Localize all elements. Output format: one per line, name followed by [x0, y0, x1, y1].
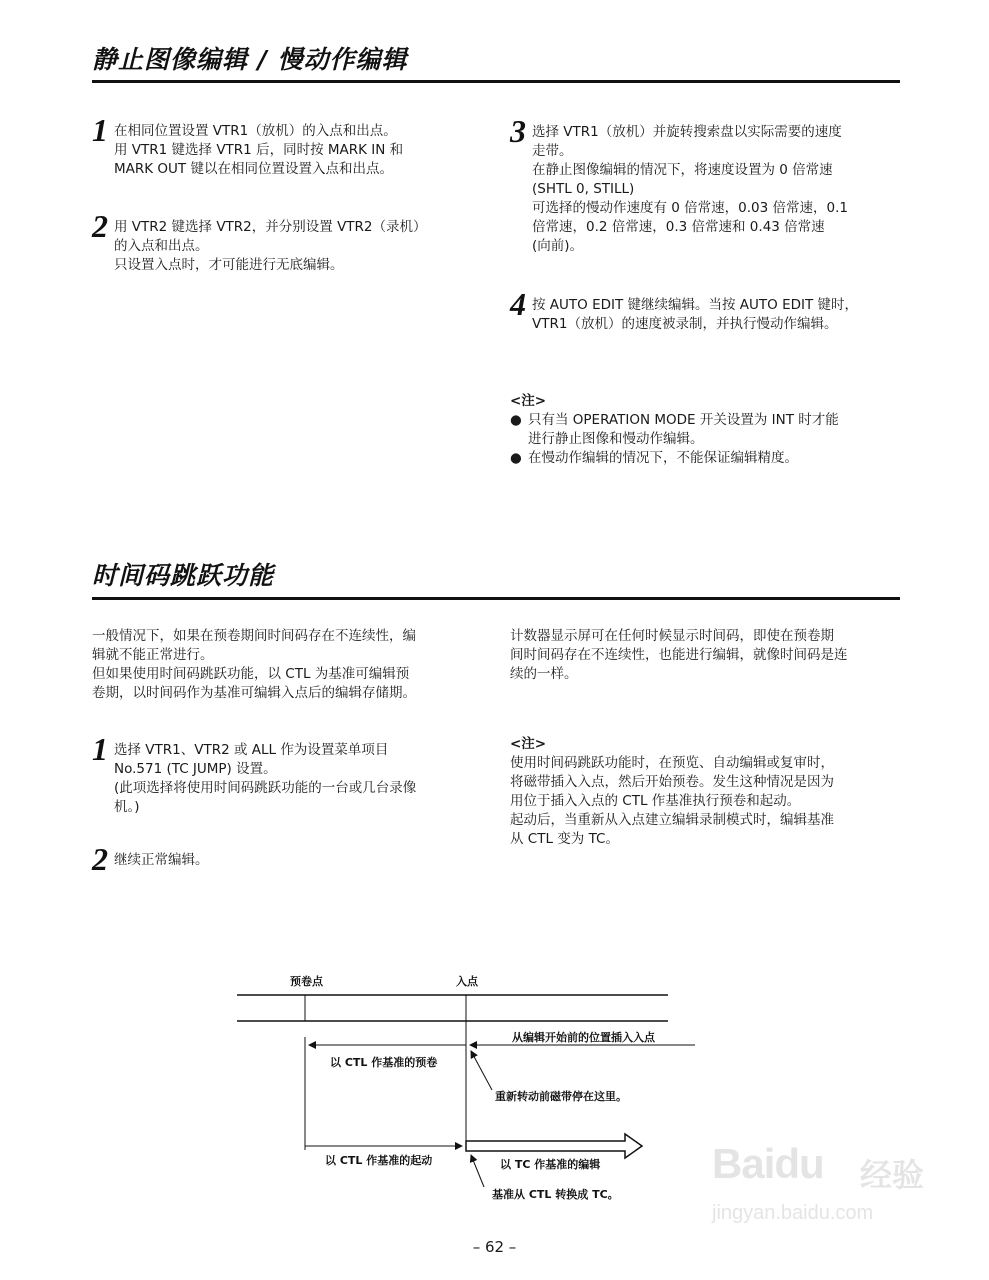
label-preroll-point: 预卷点 [290, 975, 323, 988]
note-heading: <注> [510, 736, 547, 752]
label-ctl-preroll: 以 CTL 作基准的预卷 [330, 1056, 438, 1069]
intro-left [92, 627, 482, 703]
section-title-tc-jump: 时间码跳跃功能 [92, 561, 275, 590]
tc-edit-arrow [466, 1134, 642, 1158]
watermark-url: jingyan.baidu.com [712, 1202, 874, 1224]
intro-line: 但如果使用时间码跳跃功能，以 CTL 为基准可编辑预 [92, 666, 410, 682]
intro-line: 续的一样。 [510, 666, 578, 682]
intro-line: 计数器显示屏可在任何时候显示时间码，即使在预卷期 [510, 628, 834, 644]
note-bullet [510, 449, 900, 468]
step-line: 倍常速，0.2 倍常速，0.3 倍常速和 0.43 倍常速 [532, 219, 825, 235]
step-line: 选择 VTR1（放机）并旋转搜索盘以实际需要的速度 [532, 124, 842, 140]
note-line: 只有当 OPERATION MODE 开关设置为 INT 时才能 [528, 412, 839, 428]
step-line: MARK OUT 键以在相同位置设置入点和出点。 [114, 161, 393, 177]
step-line: 用 VTR1 键选择 VTR1 后，同时按 MARK IN 和 [114, 142, 404, 158]
note-bullet [510, 411, 900, 449]
step-line: 机。) [114, 799, 140, 815]
step-number: 2 [92, 208, 108, 244]
step-line: 在静止图像编辑的情况下，将速度设置为 0 倍常速 [532, 162, 833, 178]
note-line: 起动后，当重新从入点建立编辑录制模式时，编辑基准 [510, 812, 834, 828]
tc-jump-timing-diagram [230, 965, 710, 1215]
step-line: No.571 (TC JUMP) 设置。 [114, 761, 277, 777]
baidu-watermark [712, 1140, 942, 1240]
step-line: 只设置入点时，才可能进行无底编辑。 [114, 257, 344, 273]
step-number: 1 [92, 112, 108, 148]
label-switch: 基准从 CTL 转换成 TC。 [492, 1188, 619, 1201]
intro-line: 间时间码存在不连续性，也能进行编辑，就像时间码是连 [510, 647, 848, 663]
step-line: 按 AUTO EDIT 键继续编辑。当按 AUTO EDIT 键时， [532, 297, 859, 313]
label-stop: 重新转动前磁带停在这里。 [495, 1090, 627, 1103]
note-block-1 [510, 392, 900, 468]
step-line: 选择 VTR1、VTR2 或 ALL 作为设置菜单项目 [114, 742, 389, 758]
note-block-2 [510, 735, 900, 849]
step-line: 用 VTR2 键选择 VTR2，并分别设置 VTR2（录机） [114, 219, 427, 235]
section-title-still-slow: 静止图像编辑 / 慢动作编辑 [92, 45, 408, 74]
step-line: 可选择的慢动作速度有 0 倍常速，0.03 倍常速，0.1 [532, 200, 848, 216]
bullet-dot-icon: ● [510, 412, 522, 428]
watermark-logo: Baidu [712, 1140, 824, 1187]
step-line: 走带。 [532, 143, 573, 159]
section-rule [92, 80, 900, 83]
note-line: 用位于插入入点的 CTL 作基准执行预卷和起动。 [510, 793, 801, 809]
note-heading: <注> [510, 393, 547, 409]
label-ctl-start: 以 CTL 作基准的起动 [325, 1154, 433, 1167]
note-line: 在慢动作编辑的情况下，不能保证编辑精度。 [528, 450, 798, 466]
note-line: 进行静止图像和慢动作编辑。 [528, 431, 704, 447]
step-number: 3 [510, 113, 526, 149]
intro-line: 卷期，以时间码作为基准可编辑入点后的编辑存储期。 [92, 685, 416, 701]
intro-line: 一般情况下，如果在预卷期间时间码存在不连续性，编 [92, 628, 416, 644]
label-tc-edit: 以 TC 作基准的编辑 [500, 1158, 601, 1171]
step-number: 4 [510, 286, 526, 322]
label-insert: 从编辑开始前的位置插入入点 [512, 1031, 655, 1044]
intro-line: 辑就不能正常进行。 [92, 647, 214, 663]
label-in-point: 入点 [456, 975, 478, 988]
note-line: 从 CTL 变为 TC。 [510, 831, 619, 847]
note-line: 使用时间码跳跃功能时，在预览、自动编辑或复审时， [510, 755, 834, 771]
step-line: (SHTL 0, STILL) [532, 181, 635, 197]
step-line: (此项选择将使用时间码跳跃功能的一台或几台录像 [114, 780, 417, 796]
step-line: (向前)。 [532, 238, 584, 254]
step-number: 1 [92, 731, 108, 767]
section-rule [92, 597, 900, 600]
step-line: VTR1（放机）的速度被录制，并执行慢动作编辑。 [532, 316, 838, 332]
step-line: 的入点和出点。 [114, 238, 209, 254]
bullet-dot-icon: ● [510, 450, 522, 466]
step-line: 在相同位置设置 VTR1（放机）的入点和出点。 [114, 123, 397, 139]
intro-right [510, 627, 900, 684]
step-line: 继续正常编辑。 [114, 852, 209, 868]
stop-pointer-arrow [471, 1051, 492, 1090]
switch-pointer-arrow [471, 1155, 484, 1187]
note-line: 将磁带插入入点，然后开始预卷。发生这种情况是因为 [510, 774, 834, 790]
page-number: – 62 – [472, 1238, 517, 1256]
watermark-brand: 经验 [860, 1156, 925, 1194]
step-number: 2 [92, 841, 108, 877]
